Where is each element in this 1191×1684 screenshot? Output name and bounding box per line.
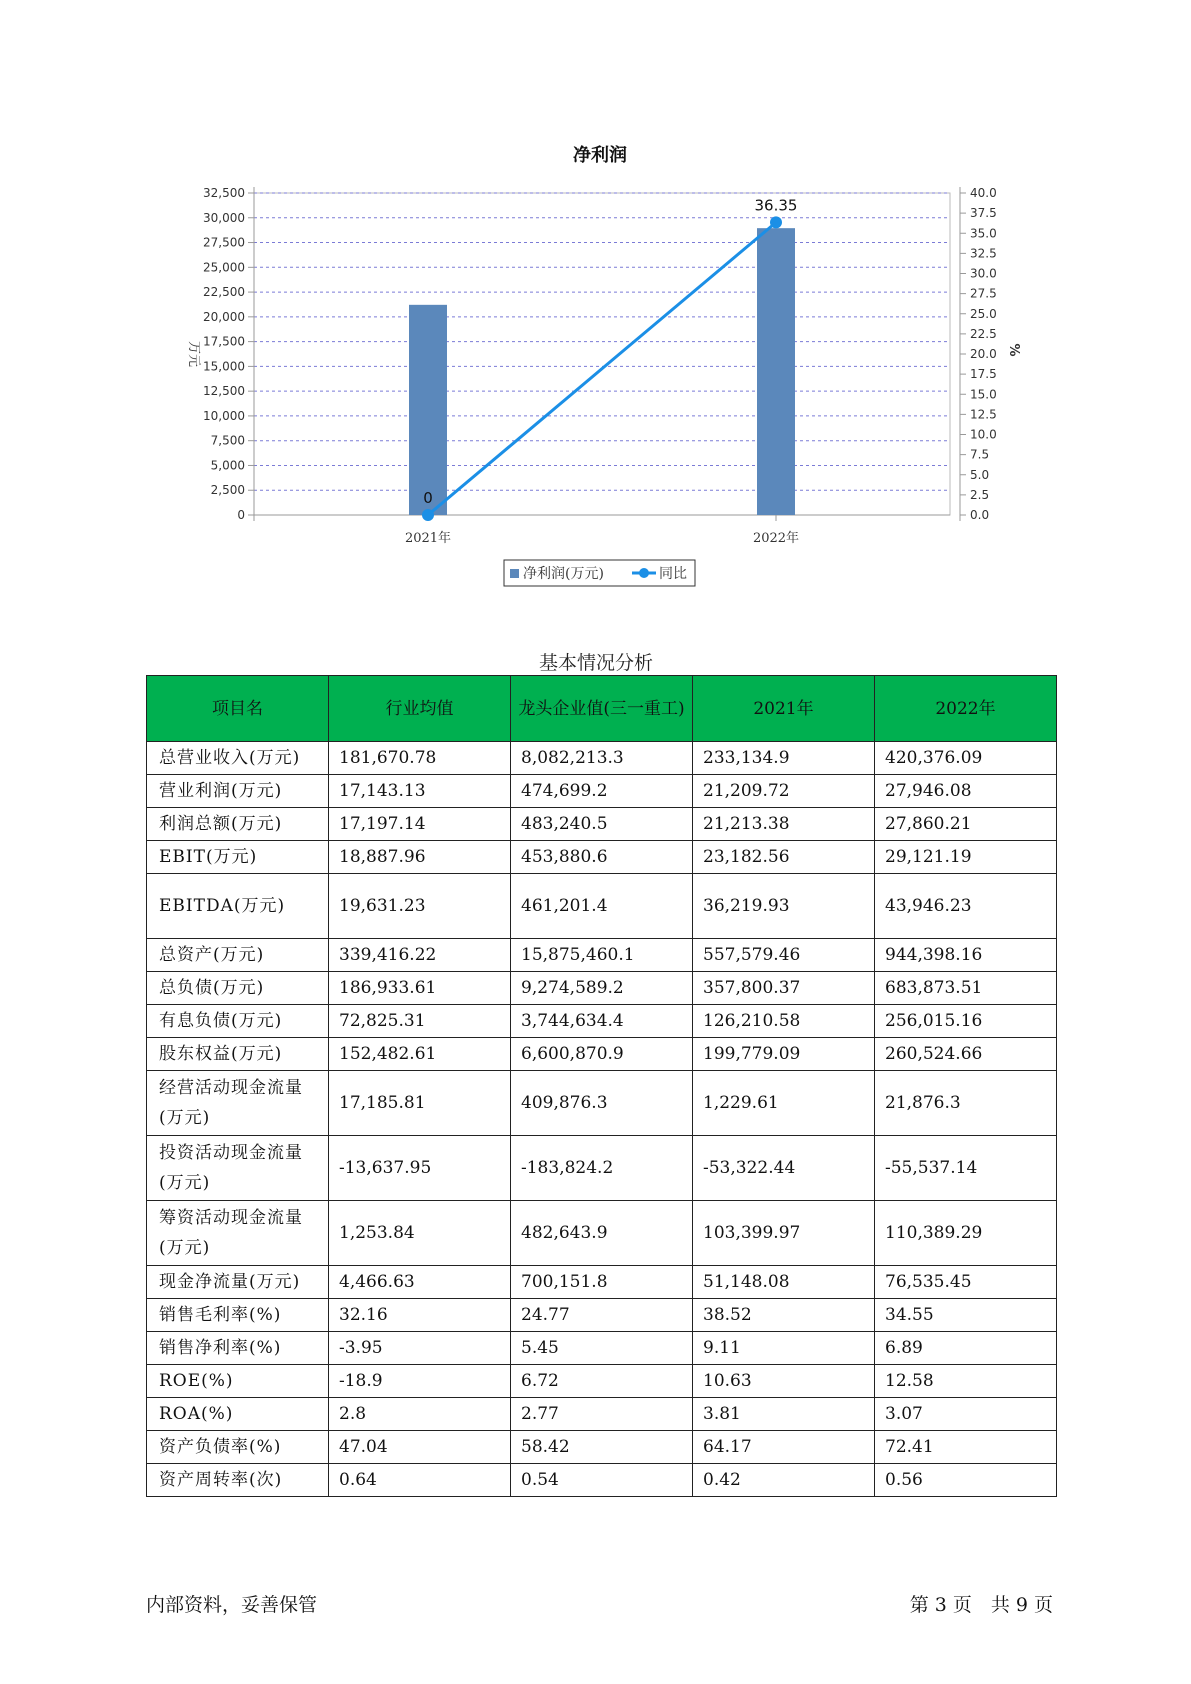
value-cell: 17,197.14 [329, 808, 511, 841]
value-cell: 453,880.6 [511, 841, 693, 874]
page-suffix: 页 [1033, 1594, 1053, 1616]
right-tick-label: 40.0 [970, 186, 997, 200]
value-cell: 126,210.58 [693, 1005, 875, 1038]
right-tick-label: 17.5 [970, 367, 997, 382]
left-tick-label: 32,500 [203, 186, 245, 200]
value-cell: 186,933.61 [329, 972, 511, 1005]
value-cell: 483,240.5 [511, 808, 693, 841]
table-row [147, 1136, 1057, 1201]
x-tick-label: 2021年 [404, 531, 452, 546]
value-cell: 72,825.31 [329, 1005, 511, 1038]
value-cell: 24.77 [511, 1299, 693, 1332]
value-cell: 6.72 [511, 1365, 693, 1398]
left-tick-label: 25,000 [203, 260, 245, 275]
row-label-cell: ROA(%) [147, 1398, 329, 1431]
value-cell: 64.17 [693, 1431, 875, 1464]
right-tick-label: 32.5 [970, 246, 997, 261]
value-cell: 357,800.37 [693, 972, 875, 1005]
left-tick-label: 10,000 [203, 408, 245, 423]
table-row [147, 841, 1057, 874]
value-cell: 152,482.61 [329, 1038, 511, 1071]
left-tick-label: 7,500 [210, 433, 245, 448]
value-cell: 9.11 [693, 1332, 875, 1365]
row-label-cell: 总资产(万元) [147, 939, 329, 972]
x-tick-label: 2022年 [752, 531, 800, 546]
plot-frame [254, 193, 950, 515]
bar-net-profit [757, 228, 795, 515]
value-cell: 461,201.4 [511, 874, 693, 939]
value-cell: 233,134.9 [693, 742, 875, 775]
row-label-cell: 销售毛利率(%) [147, 1299, 329, 1332]
y-axis-label: 万元 [186, 340, 201, 368]
row-label-cell: 营业利润(万元) [147, 775, 329, 808]
value-cell: 9,274,589.2 [511, 972, 693, 1005]
value-cell: 110,389.29 [875, 1201, 1057, 1266]
value-cell: 482,643.9 [511, 1201, 693, 1266]
row-label-cell: 销售净利率(%) [147, 1332, 329, 1365]
table-row [147, 939, 1057, 972]
line-point-yoy [770, 216, 782, 228]
value-cell: -183,824.2 [511, 1136, 693, 1201]
value-cell: 474,699.2 [511, 775, 693, 808]
table-row [147, 808, 1057, 841]
left-tick-label: 17,500 [203, 334, 245, 349]
value-cell: 1,229.61 [693, 1071, 875, 1136]
page-current: 3 [934, 1594, 947, 1616]
value-cell: 409,876.3 [511, 1071, 693, 1136]
right-tick-label: 25.0 [970, 306, 997, 321]
row-label-cell: 现金净流量(万元) [147, 1266, 329, 1299]
value-cell: 58.42 [511, 1431, 693, 1464]
value-cell: -18.9 [329, 1365, 511, 1398]
value-cell: 6,600,870.9 [511, 1038, 693, 1071]
left-tick-label: 22,500 [203, 285, 245, 300]
right-tick-label: 10.0 [970, 427, 997, 442]
value-cell: 6.89 [875, 1332, 1057, 1365]
value-cell: 0.64 [329, 1464, 511, 1497]
value-cell: 21,213.38 [693, 808, 875, 841]
page-total: 9 [1015, 1594, 1028, 1616]
table-row [147, 1005, 1057, 1038]
value-cell: 1,253.84 [329, 1201, 511, 1266]
left-tick-label: 12,500 [203, 384, 245, 399]
value-cell: 29,121.19 [875, 841, 1057, 874]
value-cell: 34.55 [875, 1299, 1057, 1332]
value-cell: 557,579.46 [693, 939, 875, 972]
value-cell: -55,537.14 [875, 1136, 1057, 1201]
value-cell: 51,148.08 [693, 1266, 875, 1299]
table-row [147, 1365, 1057, 1398]
right-tick-label: 30.0 [970, 266, 997, 281]
line-yoy [428, 222, 776, 515]
header-cell: 龙头企业值(三一重工) [511, 676, 693, 742]
left-tick-label: 20,000 [203, 309, 245, 324]
value-cell: 27,946.08 [875, 775, 1057, 808]
table-body [147, 742, 1057, 1497]
value-cell: 5.45 [511, 1332, 693, 1365]
value-cell: 4,466.63 [329, 1266, 511, 1299]
value-cell: 0.56 [875, 1464, 1057, 1497]
row-label-cell: 资产周转率(次) [147, 1464, 329, 1497]
line-point-yoy [422, 509, 434, 521]
legend-line-marker [639, 568, 649, 578]
header-cell: 2022年 [875, 676, 1057, 742]
value-cell: 23,182.56 [693, 841, 875, 874]
value-cell: 36,219.93 [693, 874, 875, 939]
row-label-cell: 股东权益(万元) [147, 1038, 329, 1071]
row-label-cell: 总营业收入(万元) [147, 742, 329, 775]
chart-canvas [0, 0, 1191, 600]
row-label-cell: EBIT(万元) [147, 841, 329, 874]
value-cell: -53,322.44 [693, 1136, 875, 1201]
footer-confidential: 内部资料，妥善保管 [146, 1594, 318, 1616]
net-profit-chart [0, 0, 1191, 600]
left-tick-label: 27,500 [203, 235, 245, 250]
y2-axis-label: % [1006, 343, 1021, 357]
value-cell: 21,876.3 [875, 1071, 1057, 1136]
legend-line-label: 同比 [659, 566, 687, 582]
value-cell: -3.95 [329, 1332, 511, 1365]
table-row [147, 1071, 1057, 1136]
table-row [147, 742, 1057, 775]
value-cell: 3,744,634.4 [511, 1005, 693, 1038]
right-tick-label: 35.0 [970, 226, 997, 241]
legend-bar-label: 净利润(万元) [523, 566, 604, 582]
page-prefix: 第 [909, 1594, 929, 1616]
value-cell: 47.04 [329, 1431, 511, 1464]
value-cell: 3.81 [693, 1398, 875, 1431]
right-tick-label: 12.5 [970, 407, 997, 422]
value-cell: 17,185.81 [329, 1071, 511, 1136]
right-tick-label: 5.0 [970, 467, 990, 482]
table-row [147, 874, 1057, 939]
value-cell: -13,637.95 [329, 1136, 511, 1201]
value-cell: 32.16 [329, 1299, 511, 1332]
value-cell: 700,151.8 [511, 1266, 693, 1299]
table-row [147, 1201, 1057, 1266]
row-label-cell: 有息负债(万元) [147, 1005, 329, 1038]
right-tick-label: 22.5 [970, 326, 997, 341]
row-label-cell: 经营活动现金流量(万元) [147, 1071, 329, 1136]
value-cell: 2.77 [511, 1398, 693, 1431]
right-tick-label: 27.5 [970, 286, 997, 301]
row-label-cell: EBITDA(万元) [147, 874, 329, 939]
page-mid: 页 共 [952, 1594, 1010, 1616]
legend-bar-swatch [510, 569, 519, 578]
value-cell: 27,860.21 [875, 808, 1057, 841]
row-label-cell: 利润总额(万元) [147, 808, 329, 841]
right-tick-label: 20.0 [970, 347, 997, 361]
left-tick-label: 30,000 [203, 210, 245, 225]
value-cell: 2.8 [329, 1398, 511, 1431]
row-label-cell: 投资活动现金流量(万元) [147, 1136, 329, 1201]
right-tick-label: 15.0 [970, 387, 997, 402]
value-cell: 181,670.78 [329, 742, 511, 775]
value-cell: 3.07 [875, 1398, 1057, 1431]
left-tick-label: 15,000 [203, 359, 245, 374]
table-row [147, 1038, 1057, 1071]
row-label-cell: 资产负债率(%) [147, 1431, 329, 1464]
value-cell: 420,376.09 [875, 742, 1057, 775]
table-header-row [147, 676, 1057, 742]
value-cell: 339,416.22 [329, 939, 511, 972]
value-cell: 12.58 [875, 1365, 1057, 1398]
table-row [147, 972, 1057, 1005]
table-row [147, 1398, 1057, 1431]
right-tick-label: 2.5 [970, 487, 990, 502]
right-tick-label: 7.5 [970, 447, 990, 462]
value-cell: 103,399.97 [693, 1201, 875, 1266]
value-cell: 260,524.66 [875, 1038, 1057, 1071]
value-cell: 15,875,460.1 [511, 939, 693, 972]
value-cell: 944,398.16 [875, 939, 1057, 972]
row-label-cell: 筹资活动现金流量(万元) [147, 1201, 329, 1266]
left-tick-label: 0 [237, 508, 245, 522]
value-cell: 18,887.96 [329, 841, 511, 874]
header-cell: 行业均值 [329, 676, 511, 742]
table-row [147, 775, 1057, 808]
left-tick-label: 5,000 [210, 458, 245, 473]
table-row [147, 1266, 1057, 1299]
value-cell: 76,535.45 [875, 1266, 1057, 1299]
row-label-cell: ROE(%) [147, 1365, 329, 1398]
header-cell: 2021年 [693, 676, 875, 742]
value-cell: 0.54 [511, 1464, 693, 1497]
value-cell: 21,209.72 [693, 775, 875, 808]
value-cell: 199,779.09 [693, 1038, 875, 1071]
value-cell: 0.42 [693, 1464, 875, 1497]
footer-page-number [907, 1590, 1056, 1617]
table-title: 基本情况分析 [538, 652, 653, 674]
value-cell: 683,873.51 [875, 972, 1057, 1005]
value-cell: 72.41 [875, 1431, 1057, 1464]
analysis-table [146, 675, 1057, 1497]
value-cell: 256,015.16 [875, 1005, 1057, 1038]
left-tick-label: 2,500 [210, 483, 245, 498]
value-cell: 10.63 [693, 1365, 875, 1398]
chart-title: 净利润 [573, 145, 627, 166]
table-row [147, 1431, 1057, 1464]
table-row [147, 1464, 1057, 1497]
value-cell: 38.52 [693, 1299, 875, 1332]
value-cell: 8,082,213.3 [511, 742, 693, 775]
table-row [147, 1299, 1057, 1332]
bar-net-profit [409, 305, 447, 515]
value-cell: 17,143.13 [329, 775, 511, 808]
table-row [147, 1332, 1057, 1365]
line-data-label: 36.35 [754, 196, 798, 215]
line-data-label: 0 [423, 489, 433, 507]
value-cell: 43,946.23 [875, 874, 1057, 939]
value-cell: 19,631.23 [329, 874, 511, 939]
header-cell: 项目名 [147, 676, 329, 742]
row-label-cell: 总负债(万元) [147, 972, 329, 1005]
right-tick-label: 37.5 [970, 206, 997, 221]
right-tick-label: 0.0 [970, 508, 990, 522]
